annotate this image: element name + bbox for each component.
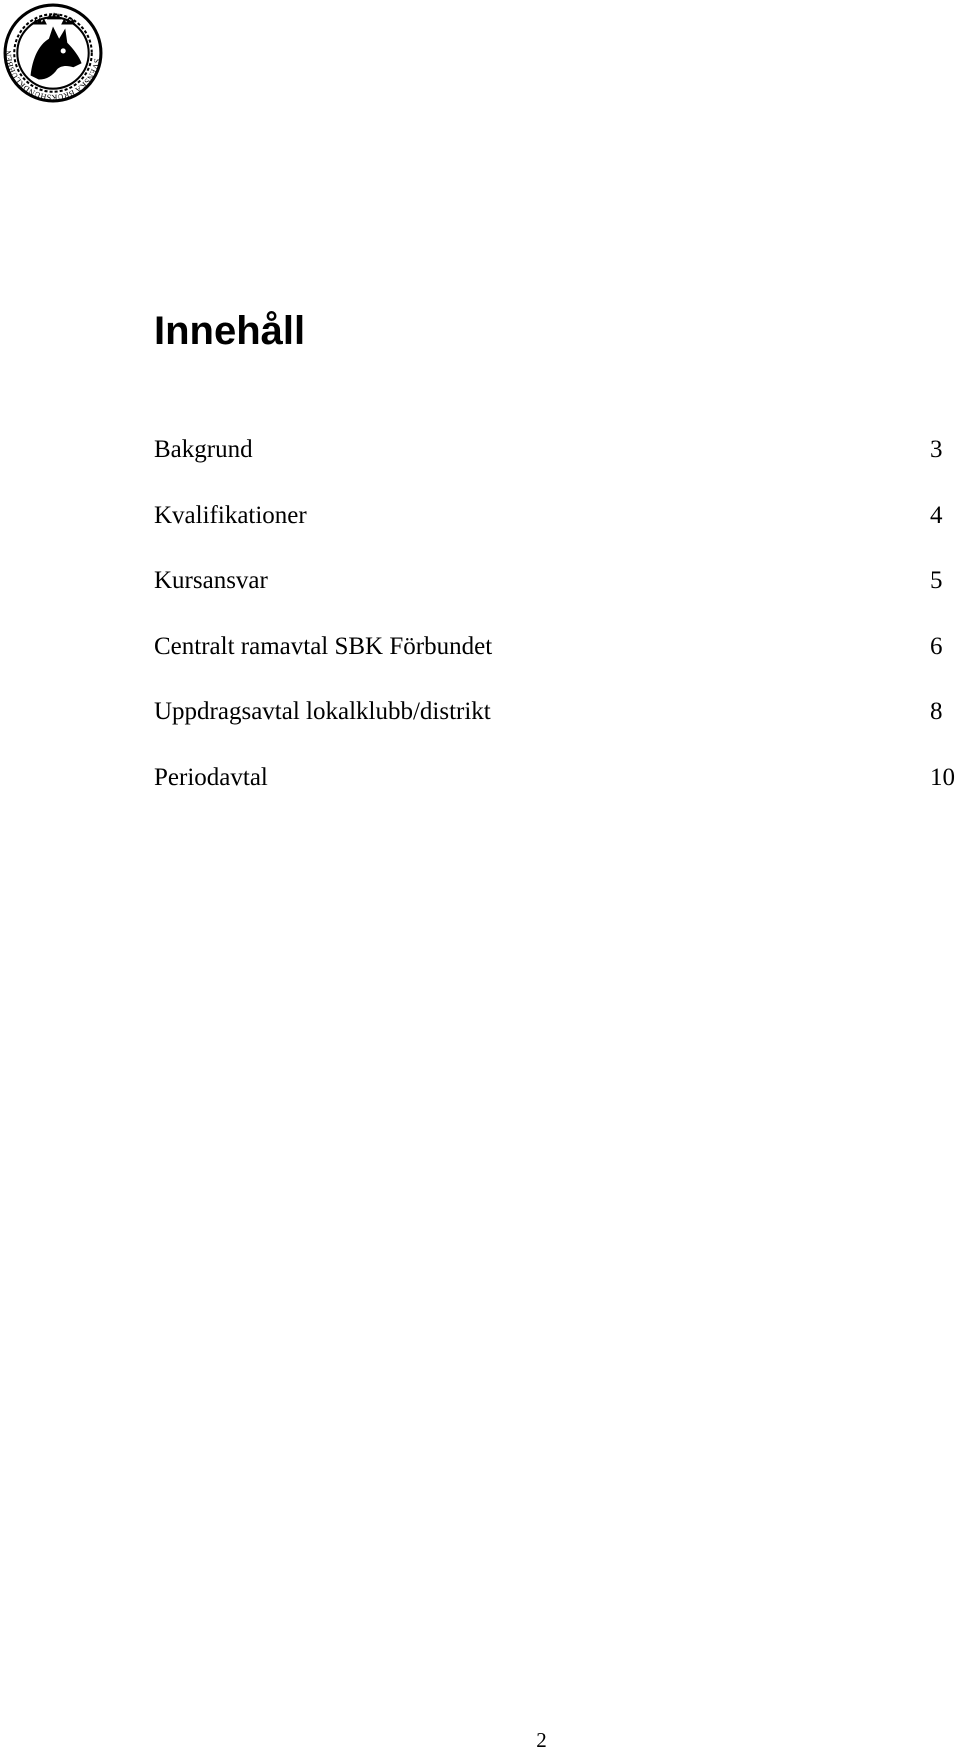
toc-entry bbox=[154, 627, 960, 693]
toc-entry-label: Kvalifikationer bbox=[154, 501, 307, 529]
toc-entry-label: Uppdragsavtal lokalklubb/distrikt bbox=[154, 698, 491, 725]
toc-entry bbox=[154, 758, 960, 824]
seal-text: SVENSKA BRUKSHUNDKLUBBEN bbox=[4, 50, 102, 102]
toc-entry bbox=[154, 496, 960, 562]
toc-entry-page: 5 bbox=[930, 567, 943, 594]
toc-entry-page: 6 bbox=[930, 632, 943, 660]
toc-entry-label: Periodavtal bbox=[154, 763, 268, 791]
page-number: 2 bbox=[536, 1728, 547, 1752]
toc-entry bbox=[154, 430, 960, 496]
toc-entry bbox=[154, 692, 960, 758]
table-of-contents bbox=[154, 430, 960, 823]
toc-entry-label: Centralt ramavtal SBK Förbundet bbox=[154, 632, 493, 660]
page-title: Innehåll bbox=[154, 309, 306, 353]
toc-entry-page: 8 bbox=[930, 698, 943, 725]
club-logo-seal bbox=[2, 2, 104, 104]
toc-entry-label: Kursansvar bbox=[154, 567, 268, 594]
dog-head-icon bbox=[31, 26, 82, 79]
toc-entry-page: 10 bbox=[930, 763, 955, 791]
toc-entry bbox=[154, 561, 960, 627]
toc-entry-page: 3 bbox=[930, 436, 943, 463]
toc-entry-page: 4 bbox=[930, 501, 943, 529]
toc-entry-label: Bakgrund bbox=[154, 436, 253, 463]
